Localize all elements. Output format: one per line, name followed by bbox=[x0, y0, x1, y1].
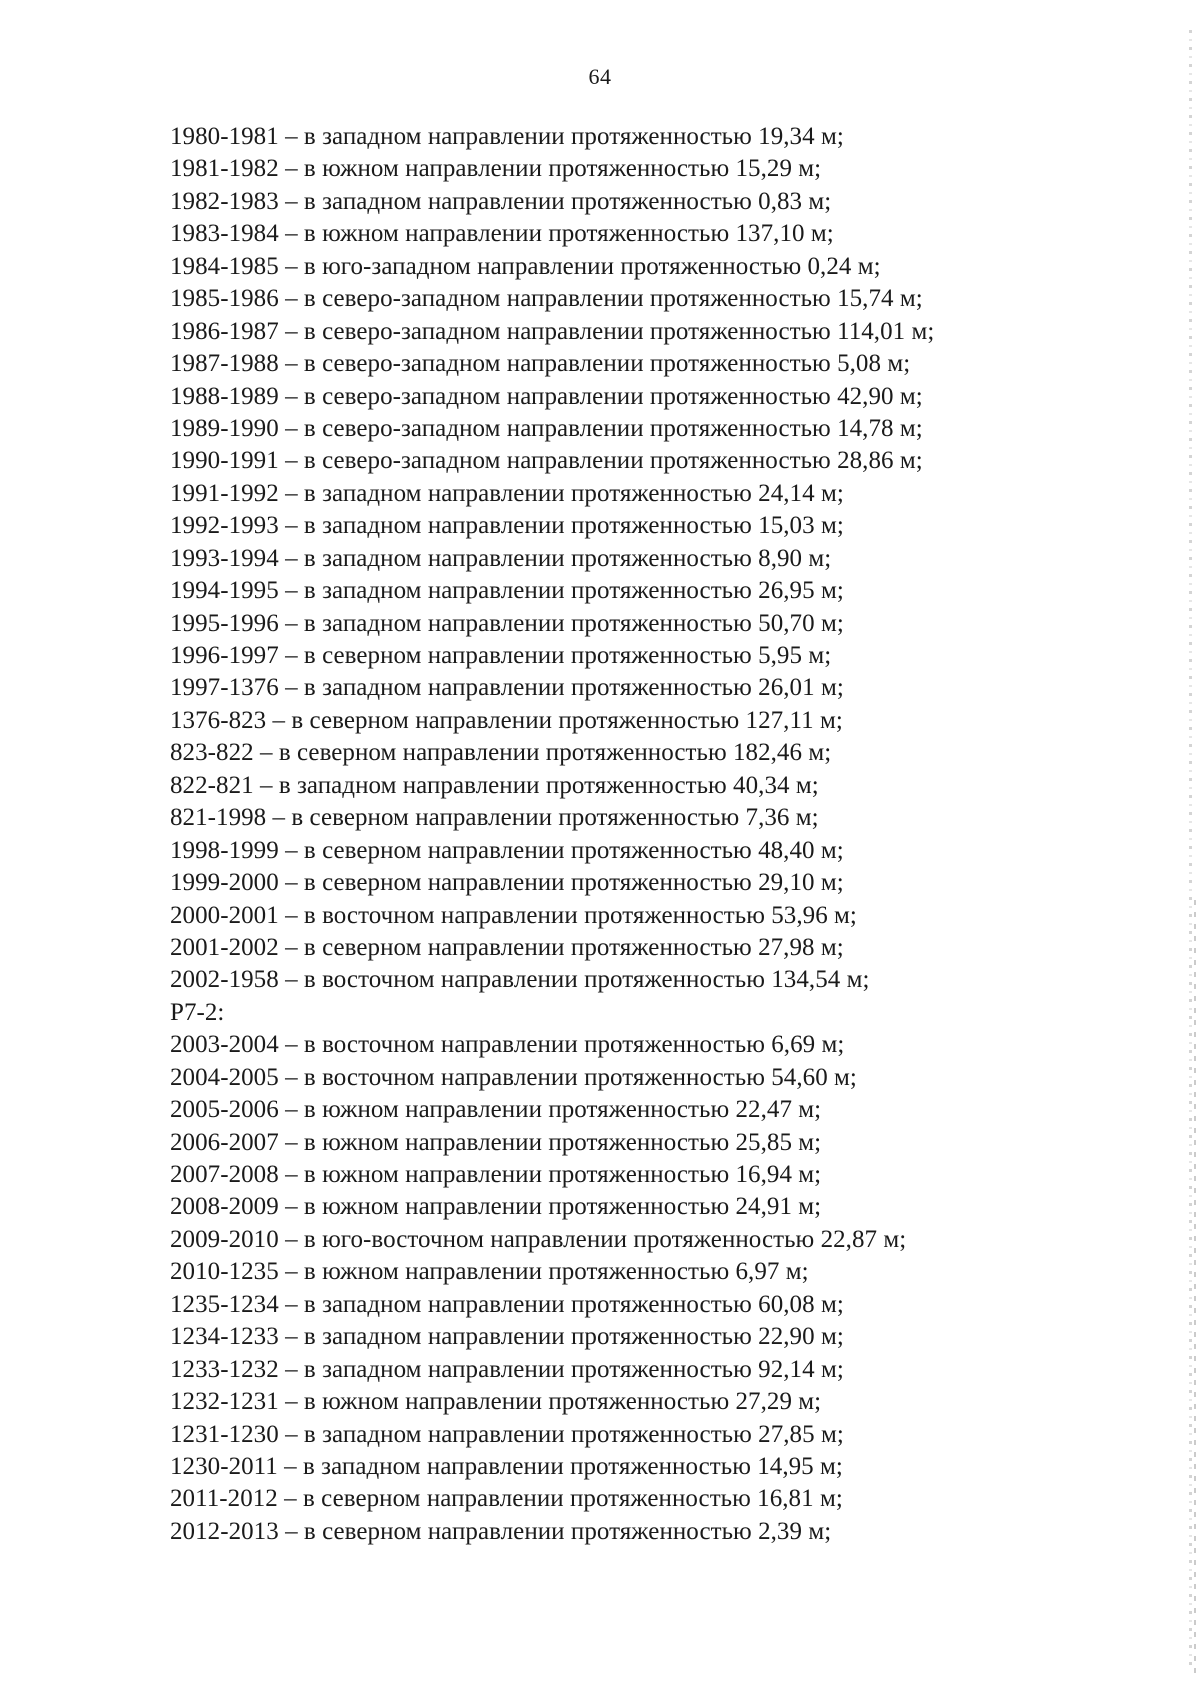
text-line: 2007-2008 – в южном направлении протяженностью 16,94 м; bbox=[170, 1161, 822, 1188]
text-line: 1988-1989 – в северо-западном направлении протяженностью 42,90 м; bbox=[170, 382, 923, 410]
text-line: 1994-1995 – в западном направлении протяженностью 26,95 м; bbox=[170, 577, 844, 605]
text-line: 1986-1987 – в северо-западном направлении протяженностью 114,01 м; bbox=[170, 317, 935, 345]
text-line: 1993-1994 – в западном направлении протяженностью 8,90 м; bbox=[170, 544, 832, 572]
text-line: 2011-2012 – в северном направлении протяженностью 16,81 м; bbox=[170, 1485, 843, 1513]
text-line: 1231-1230 – в западном направлении протяженностью 27,85 м; bbox=[170, 1420, 844, 1448]
text-line: 1984-1985 – в юго-западном направлении протяженностью 0,24 м; bbox=[170, 252, 881, 280]
text-line: 1983-1984 – в южном направлении протяженностью 137,10 м; bbox=[170, 220, 834, 248]
text-line: 1235-1234 – в западном направлении протяженностью 60,08 м; bbox=[170, 1290, 844, 1318]
scan-edge-artifact bbox=[1189, 30, 1192, 1670]
text-line: 1981-1982 – в южном направлении протяженностью 15,29 м; bbox=[170, 155, 822, 183]
text-line: 1376-823 – в северном направлении протяженностью 127,11 м; bbox=[170, 706, 843, 734]
text-line: 823-822 – в северном направлении протяженностью 182,46 м; bbox=[170, 739, 832, 767]
text-line: 1232-1231 – в южном направлении протяженностью 27,29 м; bbox=[170, 1388, 822, 1416]
text-line: 1980-1981 – в западном направлении протяженностью 19,34 м; bbox=[170, 123, 844, 150]
boundary-segment-list bbox=[170, 121, 934, 1548]
text-line: 1999-2000 – в северном направлении протяженностью 29,10 м; bbox=[170, 869, 844, 897]
scan-edge-artifact-lower bbox=[1194, 900, 1196, 1680]
text-line: 2008-2009 – в южном направлении протяженностью 24,91 м; bbox=[170, 1193, 822, 1221]
text-line: Р7-2: bbox=[170, 998, 225, 1026]
text-line: 2000-2001 – в восточном направлении протяженностью 53,96 м; bbox=[170, 901, 857, 929]
text-line: 1990-1991 – в северо-западном направлении протяженностью 28,86 м; bbox=[170, 447, 923, 475]
text-line: 2003-2004 – в восточном направлении протяженностью 6,69 м; bbox=[170, 1031, 845, 1059]
text-line: 1997-1376 – в западном направлении протяженностью 26,01 м; bbox=[170, 674, 844, 702]
text-line: 1982-1983 – в западном направлении протяженностью 0,83 м; bbox=[170, 187, 832, 215]
text-line: 1995-1996 – в западном направлении протяженностью 50,70 м; bbox=[170, 609, 844, 637]
text-line: 1985-1986 – в северо-западном направлении протяженностью 15,74 м; bbox=[170, 285, 923, 313]
page-number: 64 bbox=[588, 64, 612, 89]
text-line: 2005-2006 – в южном направлении протяженностью 22,47 м; bbox=[170, 1096, 822, 1124]
text-line: 2009-2010 – в юго-восточном направлении протяженностью 22,87 м; bbox=[170, 1225, 907, 1253]
text-line: 1234-1233 – в западном направлении протяженностью 22,90 м; bbox=[170, 1323, 844, 1351]
text-line: 822-821 – в западном направлении протяженностью 40,34 м; bbox=[170, 771, 819, 799]
text-line: 1987-1988 – в северо-западном направлении протяженностью 5,08 м; bbox=[170, 350, 911, 378]
text-line: 1230-2011 – в западном направлении протяженностью 14,95 м; bbox=[170, 1452, 843, 1480]
text-line: 2004-2005 – в восточном направлении протяженностью 54,60 м; bbox=[170, 1063, 857, 1091]
text-line: 2010-1235 – в южном направлении протяженностью 6,97 м; bbox=[170, 1258, 809, 1286]
text-line: 2012-2013 – в северном направлении протяженностью 2,39 м; bbox=[170, 1517, 832, 1545]
text-line: 1992-1993 – в западном направлении протяженностью 15,03 м; bbox=[170, 512, 844, 540]
text-line: 1996-1997 – в северном направлении протяженностью 5,95 м; bbox=[170, 642, 832, 669]
text-line: 821-1998 – в северном направлении протяженностью 7,36 м; bbox=[170, 804, 819, 832]
text-line: 2002-1958 – в восточном направлении протяженностью 134,54 м; bbox=[170, 966, 870, 994]
text-line: 2006-2007 – в южном направлении протяженностью 25,85 м; bbox=[170, 1128, 822, 1156]
text-line: 2001-2002 – в северном направлении протяженностью 27,98 м; bbox=[170, 933, 844, 961]
text-line: 1989-1990 – в северо-западном направлении протяженностью 14,78 м; bbox=[170, 414, 923, 442]
text-line: 1991-1992 – в западном направлении протяженностью 24,14 м; bbox=[170, 479, 844, 507]
text-line: 1998-1999 – в северном направлении протяженностью 48,40 м; bbox=[170, 836, 844, 864]
text-line: 1233-1232 – в западном направлении протяженностью 92,14 м; bbox=[170, 1355, 844, 1383]
